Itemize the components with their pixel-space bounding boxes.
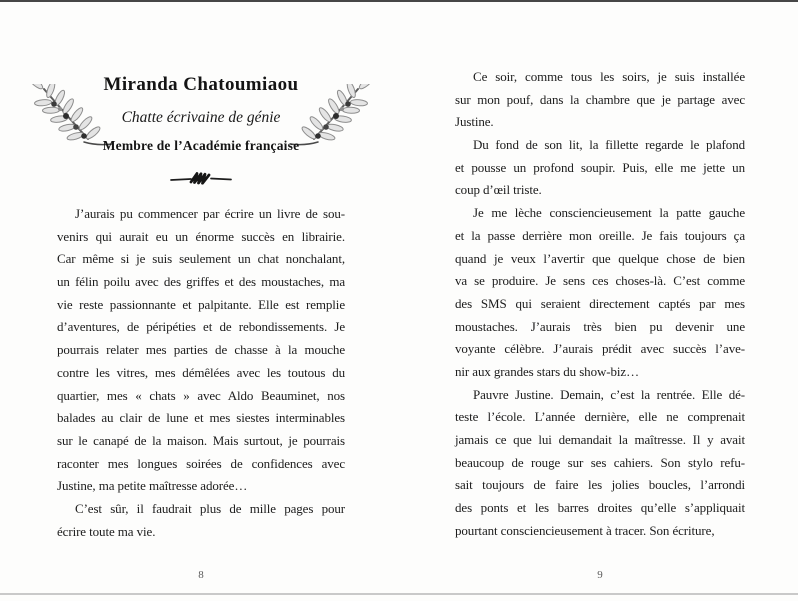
text-line: Ce soir, comme tous les soirs, je suis installée (473, 69, 745, 84)
text-line: coup d’œil triste. (455, 182, 542, 198)
text-line: Pauvre Justine. Demain, c’est la rentrée. Elle dé- (473, 386, 745, 402)
chapter-author-title: Miranda Chatoumiaou (103, 74, 299, 95)
text-line: moustaches. J’aurais très bien pu devenir une (455, 318, 745, 334)
text-line: d’aventures, de péripéties et de rebondissements. Je (57, 319, 345, 335)
left-page-body-text (57, 203, 345, 543)
page-number-left: 8 (198, 569, 204, 581)
text-line: Car même si je suis seulement un chat nonchalant, (57, 251, 345, 267)
text-line: J’aurais pu commencer par écrire un livre de sou- (75, 206, 345, 221)
text-line: Justine, ma petite maîtresse adorée… (57, 478, 248, 494)
text-line: quand je veux l’avertir que quelque chose de bien (455, 250, 745, 266)
text-line: pourrais relater mes parties de chasse à la mouche (57, 342, 345, 358)
text-line: raconter mes longues soirées de confidences avec (57, 455, 345, 471)
text-line: un félin poilu avec des griffes et des moustaches, ma (57, 274, 345, 290)
rope-knot-divider-icon (169, 170, 233, 188)
text-line: sur le canapé de la maison. Mais surtout, je pourrais (57, 432, 345, 448)
text-line: des SMS qui seraient directement captés par mes (455, 295, 745, 311)
scan-edge-top (0, 0, 798, 2)
chapter-author-subtitle: Chatte écrivaine de génie (121, 109, 281, 126)
text-line: vie reste passionnante et palpitante. Elle est remplie (57, 296, 345, 312)
text-line: voyante célèbre. J’aurais prédit avec succès l’ave- (455, 341, 745, 357)
chapter-author-membership: Membre de l’Académie française (102, 138, 300, 153)
scan-edge-bottom (0, 593, 798, 595)
text-line: et pousse un profond soupir. Puis, elle me jette un (455, 159, 745, 175)
text-line: Du fond de son lit, la fillette regarde le plafond (473, 137, 745, 153)
text-line: Justine. (455, 114, 494, 130)
text-line: sait toujours de faire les jolies boucles, l’arrondi (455, 477, 745, 493)
text-line: C’est sûr, il faudrait plus de mille pages pour (75, 500, 345, 516)
text-line: des ponts et les barres droites qu’elle s’appliquait (455, 500, 745, 516)
text-line: balades au clair de lune et mes siestes interminables (57, 410, 345, 426)
text-line: teste l’école. L’année dernière, elle ne comprenait (455, 409, 745, 425)
text-line: beaucoup de rouge sur ses cahiers. Son stylo refu- (455, 454, 745, 470)
page-number-right: 9 (597, 569, 603, 581)
text-line: quartier, mes « chats » avec Aldo Beauminet, nos (57, 387, 345, 403)
text-line: Je me lèche consciencieusement la patte gauche (473, 205, 745, 221)
text-line: jamais ce que lui demandait la maîtresse. Il y avait (455, 432, 745, 447)
text-line: venirs qui aurait eu un énorme succès en librairie. (57, 228, 345, 244)
right-page-body-text (455, 66, 745, 542)
text-line: et la passe derrière mon oreille. Je fais toujours ça (455, 227, 745, 243)
text-line: nir aux grandes stars du show-biz… (455, 363, 639, 379)
text-line: pourtant consciencieusement à tracer. Son écriture, (455, 522, 715, 538)
text-line: sur mon pouf, dans la chambre que je partage avec (455, 91, 745, 107)
text-line: contre les vitres, mes démêlées avec les toutous du (57, 364, 345, 380)
text-line: écrire toute ma vie. (57, 523, 156, 539)
text-line: va se produire. Je sens ces choses-là. C’est comme (455, 273, 745, 289)
